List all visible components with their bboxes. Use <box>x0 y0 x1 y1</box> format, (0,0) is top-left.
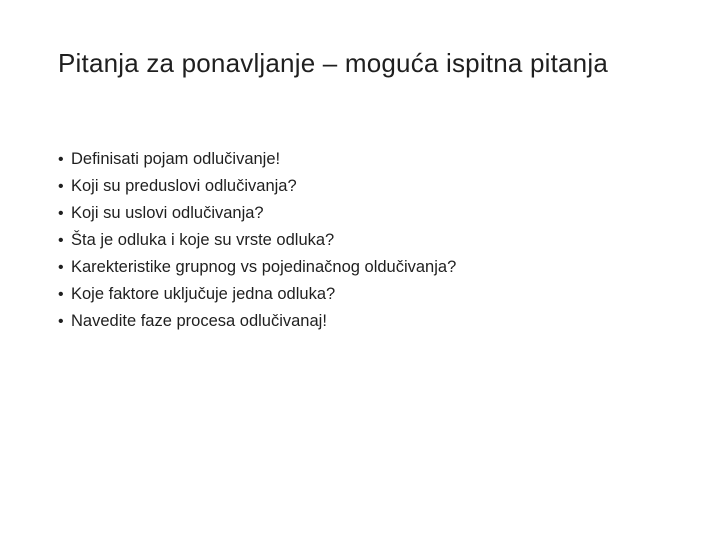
bullet-icon: • <box>58 205 64 222</box>
list-item-text: Koje faktore uključuje jedna odluka? <box>71 285 336 303</box>
list-item-text: Šta je odluka i koje su vrste odluka? <box>71 231 335 249</box>
list-item-text: Koji su preduslovi odlučivanja? <box>71 177 297 195</box>
list-item <box>58 308 678 335</box>
slide-title: Pitanja za ponavljanje – moguća ispitna pitanja <box>58 48 608 78</box>
list-item-text: Koji su uslovi odlučivanja? <box>71 204 264 222</box>
list-item <box>58 173 678 200</box>
bullet-icon: • <box>58 178 64 195</box>
bullet-icon: • <box>58 232 64 249</box>
list-item <box>58 146 678 173</box>
list-item <box>58 254 678 281</box>
list-item-text: Definisati pojam odlučivanje! <box>71 150 281 168</box>
list-item-text: Navedite faze procesa odlučivanaj! <box>71 312 327 330</box>
list-item <box>58 200 678 227</box>
bullet-list <box>58 146 678 335</box>
bullet-icon: • <box>58 286 64 303</box>
list-item-text: Karekteristike grupnog vs pojedinačnog oldučivanja? <box>71 258 457 276</box>
list-item <box>58 281 678 308</box>
bullet-icon: • <box>58 151 64 168</box>
bullet-icon: • <box>58 259 64 276</box>
bullet-icon: • <box>58 313 64 330</box>
list-item <box>58 227 678 254</box>
